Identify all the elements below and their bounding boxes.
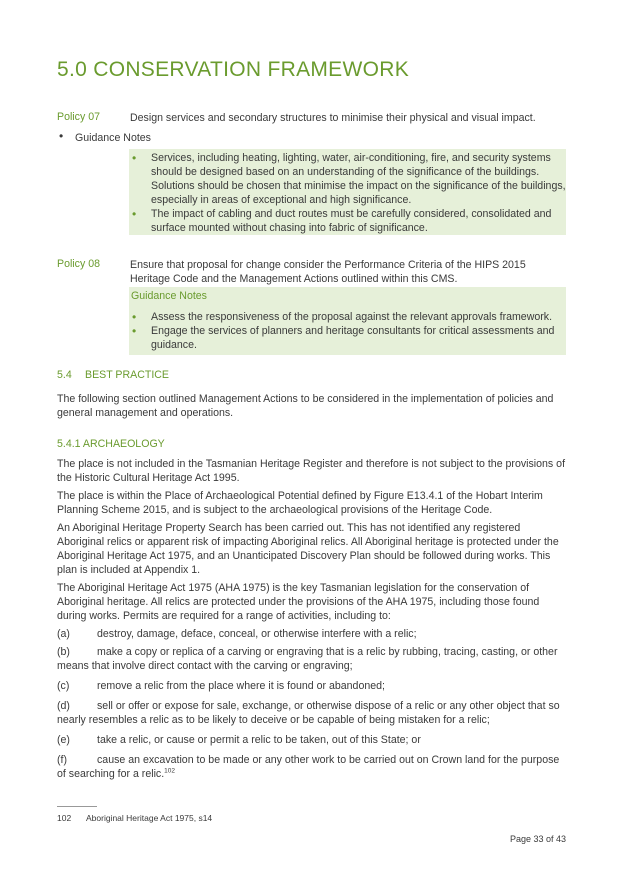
archaeology-heading: 5.4.1 ARCHAEOLOGY [57, 438, 165, 450]
guidance-item: • Engage the services of planners and heritage consultants for critical assessments and guidance. [129, 324, 566, 352]
list-item: (b) make a copy or replica of a carving or engraving that is a relic by rubbing, tracing, casting, or other means that involve direct contact with the carving or engraving; [57, 646, 558, 672]
policy-07-guidance-box [129, 149, 566, 235]
best-practice-heading: BEST PRACTICE [85, 369, 169, 381]
policy-07-label: Policy 07 [57, 111, 100, 123]
footnote-reference[interactable]: 102 [164, 767, 176, 775]
footnote-divider [57, 806, 97, 807]
bullet-icon: • [59, 129, 64, 143]
footnote-number: 102 [57, 813, 72, 823]
policy-07-text: Design services and secondary structures to minimise their physical and visual impact. [130, 112, 536, 124]
guidance-item: • Services, including heating, lighting, water, air-conditioning, fire, and security systems should be designed based on an understanding of the significance of the buildings. Solutions should be chosen that minimise the impact on the significance of the buildings, especially in areas of exceptional and high significance. [129, 151, 566, 207]
list-item: (c) remove a relic from the place where it is found or abandoned; [57, 680, 385, 692]
policy-08-guidance-label: Guidance Notes [131, 290, 207, 302]
list-item: (a) destroy, damage, deface, conceal, or otherwise interfere with a relic; [57, 628, 417, 640]
list-item: (f) cause an excavation to be made or any other work to be carried out on Crown land for the purpose of searching for a relic.$^{102}$ [57, 754, 560, 780]
policy-08-guidance-box [129, 287, 566, 355]
best-practice-number: 5.4 [57, 369, 72, 381]
policy-08-text: Ensure that proposal for change consider the Performance Criteria of the HIPS 2015 Heritage Code and the Management Actions outlined within this CMS. [130, 259, 526, 285]
archaeology-paragraph: An Aboriginal Heritage Property Search has been carried out. This has not identified any registered Aboriginal relics or apparent risk of impacting Aboriginal relics. All Aboriginal heritage is protected under the Aboriginal Heritage Act 1975, and an Unanticipated Discovery Plan should be followed during works. This plan is included at Appendix 1. [57, 522, 559, 576]
archaeology-paragraph: The Aboriginal Heritage Act 1975 (AHA 1975) is the key Tasmanian legislation for the conservation of Aboriginal heritage. All relics are protected under the provisions of the AHA 1975, including those found during works. Permits are required for a range of activities, including to: [57, 582, 540, 622]
list-item: (e) take a relic, or cause or permit a relic to be taken, out of this State; or [57, 734, 421, 746]
footnote-text: Aboriginal Heritage Act 1975, s14 [86, 813, 213, 823]
archaeology-paragraph: The place is within the Place of Archaeological Potential defined by Figure E13.4.1 of the Hobart Interim Planning Scheme 2015, and is subject to the archaeological provisions of the Heritage Code. [57, 490, 543, 516]
policy-08-label: Policy 08 [57, 258, 100, 270]
guidance-item: • Assess the responsiveness of the proposal against the relevant approvals framework. [129, 310, 566, 324]
policy-07-guidance-label: Guidance Notes [75, 132, 151, 144]
guidance-item: • The impact of cabling and duct routes must be carefully considered, consolidated and surface mounted without chasing into fabric of significance. [129, 207, 566, 235]
best-practice-intro: The following section outlined Management Actions to be considered in the implementation of policies and general management and operations. [57, 393, 554, 419]
page-number: Page 33 of 43 [509, 834, 566, 844]
archaeology-paragraph: The place is not included in the Tasmanian Heritage Register and therefore is not subject to the provisions of the Historic Cultural Heritage Act 1995. [57, 458, 566, 484]
section-title: 5.0 CONSERVATION FRAMEWORK [57, 58, 410, 81]
list-item: (d) sell or offer or expose for sale, exchange, or otherwise dispose of a relic or any other object that so nearly resembles a relic as to be likely to deceive or be capable of being mistaken for a relic; [57, 700, 560, 726]
